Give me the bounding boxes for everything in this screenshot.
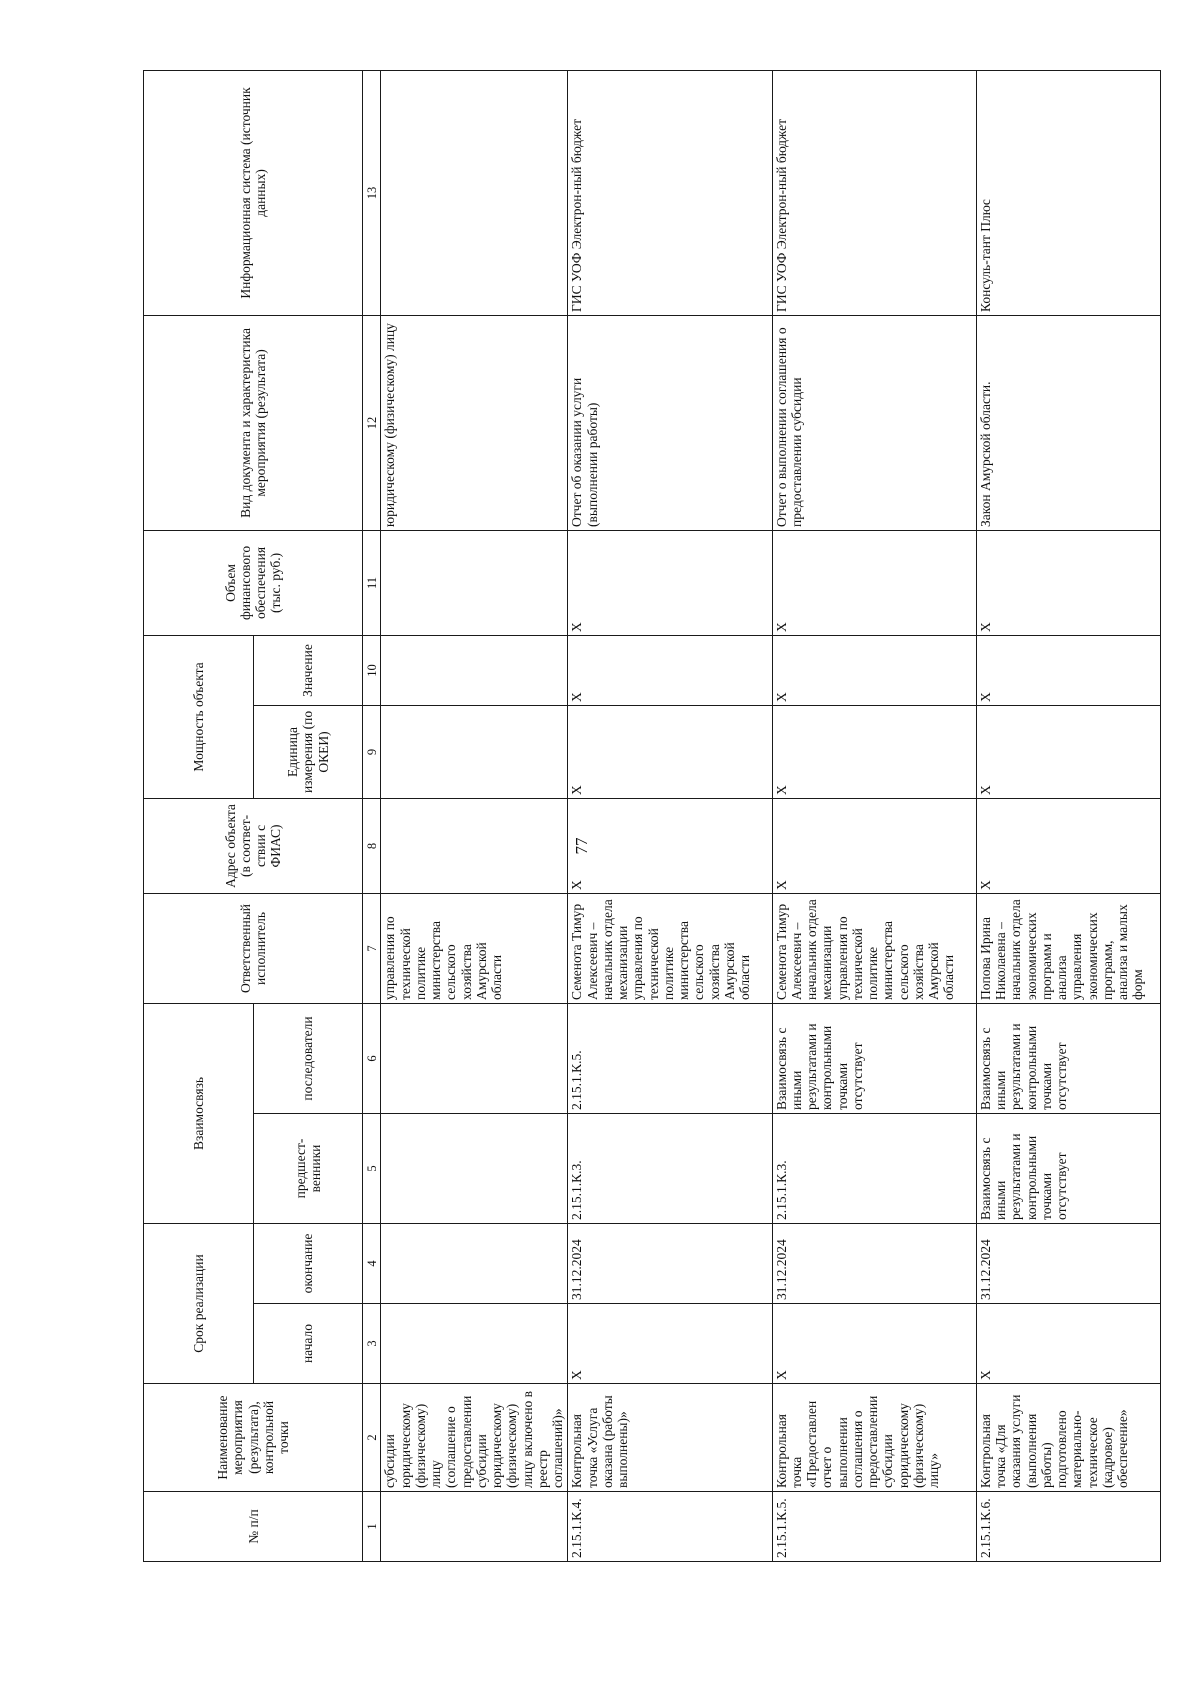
cell-end: 31.12.2024: [568, 1223, 772, 1303]
header-term-end: окончание: [253, 1223, 363, 1303]
cell-value: X: [772, 635, 976, 705]
cell-unit: X: [976, 705, 1160, 798]
cell-end: [381, 1223, 568, 1303]
cell-value: X: [568, 635, 772, 705]
cell-num: 2.15.1.К.5.: [772, 1492, 976, 1562]
column-number: 11: [363, 530, 381, 635]
cell-succ: Взаимосвязь с иными результатами и контрольными точками отсутствует: [976, 1003, 1160, 1113]
header-finance: Объем финансового обеспечения (тыс. руб.): [144, 530, 363, 635]
cell-pred: Взаимосвязь с иными результатами и контрольными точками отсутствует: [976, 1113, 1160, 1223]
cell-responsible: Семенота Тимур Алексеевич – начальник отдела механизации управления по технической политике министерства сельского хозяйства Амурской области: [568, 893, 772, 1003]
header-links: Взаимосвязь: [144, 1003, 254, 1223]
cell-pred: 2.15.1.К.3.: [772, 1113, 976, 1223]
cell-unit: X: [568, 705, 772, 798]
cell-unit: [381, 705, 568, 798]
header-capacity: Мощность объекта: [144, 635, 254, 798]
column-number: 10: [363, 635, 381, 705]
cell-info: Консуль-тант Плюс: [976, 70, 1160, 315]
cell-end: 31.12.2024: [772, 1223, 976, 1303]
cell-start: X: [976, 1304, 1160, 1384]
cell-pred: 2.15.1.К.3.: [568, 1113, 772, 1223]
column-number: 4: [363, 1223, 381, 1303]
header-responsible: Ответственный исполнитель: [144, 893, 363, 1003]
cell-info: [381, 70, 568, 315]
column-number: 7: [363, 893, 381, 1003]
header-row-1: [144, 70, 254, 1561]
cell-end: 31.12.2024: [976, 1223, 1160, 1303]
cell-responsible: Попова Ирина Николаевна – начальник отдела экономических программ и анализа управления экономических программ, анализа и малых форм: [976, 893, 1160, 1003]
header-name: Наименование мероприятия (результата), контрольной точки: [144, 1384, 363, 1492]
cell-name: Контрольная точка «Предоставлен отчет о выполнении соглашения о предоставлении субсидии юридическому (физическому) лицу»: [772, 1384, 976, 1492]
cell-succ: Взаимосвязь с иными результатами и контрольными точками отсутствует: [772, 1003, 976, 1113]
column-number: 8: [363, 798, 381, 893]
cell-succ: [381, 1003, 568, 1113]
cell-value: [381, 635, 568, 705]
header-capacity-value: Значение: [253, 635, 363, 705]
column-numbers-row: [363, 70, 381, 1561]
header-term: Срок реализации: [144, 1223, 254, 1383]
table-row: [381, 70, 568, 1561]
cell-name: субсидии юридическому (физическому) лицу (соглашение о предоставлении субсидии юридическому (физическому) лицу включено в реестр соглашений)»: [381, 1384, 568, 1492]
cell-num: [381, 1492, 568, 1562]
column-number: 12: [363, 315, 381, 530]
header-links-succ: последователи: [253, 1003, 363, 1113]
header-info: Информационная система (источник данных): [144, 70, 363, 315]
cell-num: 2.15.1.К.6.: [976, 1492, 1160, 1562]
plan-table: [143, 70, 1161, 1562]
cell-responsible: управления по технической политике министерства сельского хозяйства Амурской области: [381, 893, 568, 1003]
cell-address: X: [568, 798, 772, 893]
column-number: 13: [363, 70, 381, 315]
cell-responsible: Семенота Тимур Алексеевич – начальник отдела механизации управления по технической политике министерства сельского хозяйства Амурской области: [772, 893, 976, 1003]
cell-address: X: [772, 798, 976, 893]
column-number: 5: [363, 1113, 381, 1223]
cell-doc: юридическому (физическому) лицу: [381, 315, 568, 530]
cell-address: X: [976, 798, 1160, 893]
page-number: 77: [572, 837, 591, 855]
cell-doc: Отчет об оказании услуги (выполнении работы): [568, 315, 772, 530]
column-number: 9: [363, 705, 381, 798]
cell-start: X: [568, 1304, 772, 1384]
cell-value: X: [976, 635, 1160, 705]
cell-pred: [381, 1113, 568, 1223]
cell-address: [381, 798, 568, 893]
header-links-pred: предшест-венники: [253, 1113, 363, 1223]
cell-start: [381, 1304, 568, 1384]
header-address: Адрес объекта (в соответ-ствии с ФИАС): [144, 798, 363, 893]
cell-finance: [381, 530, 568, 635]
header-term-start: начало: [253, 1304, 363, 1384]
header-num: № п/п: [144, 1492, 363, 1562]
cell-num: 2.15.1.К.4.: [568, 1492, 772, 1562]
table-row: [976, 70, 1160, 1561]
cell-doc: Закон Амурской области.: [976, 315, 1160, 530]
cell-info: ГИС УОФ Электрон-ный бюджет: [772, 70, 976, 315]
column-number: 3: [363, 1304, 381, 1384]
cell-finance: X: [772, 530, 976, 635]
table-row: [568, 70, 772, 1561]
column-number: 2: [363, 1384, 381, 1492]
cell-name: Контрольная точка «Услуга оказана (работы выполнены)»: [568, 1384, 772, 1492]
column-number: 6: [363, 1003, 381, 1113]
cell-unit: X: [772, 705, 976, 798]
cell-start: X: [772, 1304, 976, 1384]
cell-succ: 2.15.1.К.5.: [568, 1003, 772, 1113]
cell-doc: Отчет о выполнении соглашения о предоставлении субсидии: [772, 315, 976, 530]
header-capacity-unit: Единица измерения (по ОКЕИ): [253, 705, 363, 798]
cell-name: Контрольная точка «Для оказания услуги (выполнения работы) подготовлено материально-техническое (кадровое) обеспечение»: [976, 1384, 1160, 1492]
cell-info: ГИС УОФ Электрон-ный бюджет: [568, 70, 772, 315]
header-doc: Вид документа и характеристика мероприятия (результата): [144, 315, 363, 530]
table-row: [772, 70, 976, 1561]
column-number: 1: [363, 1492, 381, 1562]
rotated-table-container: [143, 71, 1161, 1562]
cell-finance: X: [568, 530, 772, 635]
cell-finance: X: [976, 530, 1160, 635]
